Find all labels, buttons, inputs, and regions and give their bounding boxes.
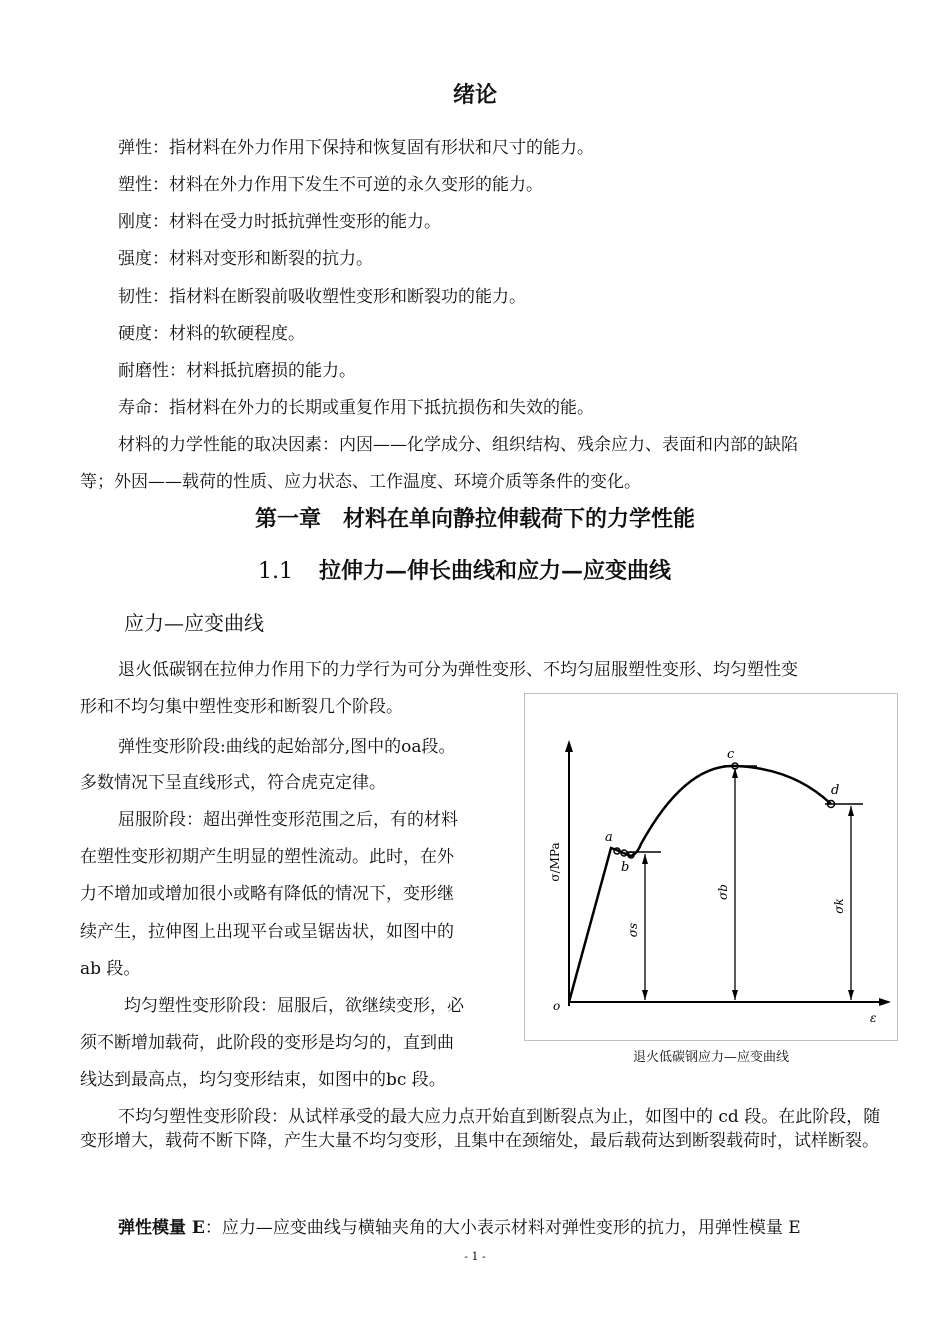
sigma-b-arrow-bottom xyxy=(732,990,738,1000)
yield-stage-line-5: ab 段。 xyxy=(80,959,141,979)
modulus-term: 弹性模量 E xyxy=(118,1218,205,1238)
definition-wear-resistance: 耐磨性：材料抵抗磨损的能力。 xyxy=(118,361,356,381)
point-d-label: d xyxy=(831,783,840,798)
definition-plasticity: 塑性：材料在外力作用下发生不可逆的永久变形的能力。 xyxy=(118,175,543,195)
intro-line-2: 形和不均匀集中塑性变形和断裂几个阶段。 xyxy=(80,697,403,717)
sigma-k-label: σk xyxy=(832,898,846,914)
y-axis-arrow xyxy=(565,740,573,752)
page-title: 绪论 xyxy=(452,82,497,108)
modulus-text: ：应力—应变曲线与横轴夹角的大小表示材料对弹性变形的抗力，用弹性模量 E xyxy=(204,1218,801,1238)
definition-stiffness: 刚度：材料在受力时抵抗弹性变形的能力。 xyxy=(118,212,441,232)
chapter-title: 第一章 材料在单向静拉伸载荷下的力学性能 xyxy=(254,506,695,532)
definition-lifetime: 寿命：指材料在外力的长期或重复作用下抵抗损伤和失效的能。 xyxy=(118,398,594,418)
point-b-label: b xyxy=(621,860,630,875)
sigma-k-arrow-top xyxy=(848,806,854,816)
elastic-stage-line-2: 多数情况下呈直线形式，符合虎克定律。 xyxy=(80,773,386,793)
figure-caption: 退火低碳钢应力—应变曲线 xyxy=(632,1050,789,1065)
factors-paragraph-line-1: 材料的力学性能的取决因素：内因——化学成分、组织结构、残余应力、表面和内部的缺陷 xyxy=(118,435,798,455)
subsection-title: 应力—应变曲线 xyxy=(124,611,264,635)
page-number: - 1 - xyxy=(464,1250,486,1263)
section-title: 拉伸力—伸长曲线和应力—应变曲线 xyxy=(319,558,672,584)
definition-hardness: 硬度：材料的软硬程度。 xyxy=(118,324,305,344)
sigma-s-arrow-top xyxy=(642,854,648,864)
stress-strain-curve xyxy=(569,766,831,1002)
definition-strength: 强度：材料对变形和断裂的抗力。 xyxy=(118,249,373,269)
nonuniform-stage-text: 不均匀塑性变形阶段：从试样承受的最大应力点开始直到断裂点为止，如图中的 cd 段。在此阶段，随变形增大，载荷不断下降，产生大量不均匀变形，且集中在颈缩处，最后载荷达到断裂载荷时，试样断裂。 xyxy=(80,1107,881,1151)
origin-label: o xyxy=(553,999,561,1013)
sigma-s-arrow-bottom xyxy=(642,990,648,1000)
intro-line-1: 退火低碳钢在拉伸力作用下的力学行为可分为弹性变形、不均匀屈服塑性变形、均匀塑性变 xyxy=(118,660,798,680)
definition-toughness: 韧性：指材料在断裂前吸收塑性变形和断裂功的能力。 xyxy=(118,287,526,307)
definition-elasticity: 弹性：指材料在外力作用下保持和恢复固有形状和尺寸的能力。 xyxy=(118,138,594,158)
y-axis-label: σ/MPa xyxy=(548,842,562,882)
elastic-stage-line-1: 弹性变形阶段:曲线的起始部分,图中的oa段。 xyxy=(118,737,456,757)
uniform-stage-line-1: 均匀塑性变形阶段：屈服后，欲继续变形，必 xyxy=(124,996,464,1016)
section-heading xyxy=(258,554,671,585)
factors-paragraph-line-2: 等；外因——载荷的性质、应力状态、工作温度、环境介质等条件的变化。 xyxy=(80,472,641,492)
section-number: 1.1 xyxy=(258,559,293,584)
yield-stage-line-1: 屈服阶段：超出弹性变形范围之后，有的材料 xyxy=(118,810,458,830)
stress-strain-diagram xyxy=(525,694,897,1040)
uniform-stage-line-2: 须不断增加载荷，此阶段的变形是均匀的，直到曲 xyxy=(80,1033,454,1053)
yield-stage-line-3: 力不增加或增加很小或略有降低的情况下，变形继 xyxy=(80,884,454,904)
nonuniform-stage-paragraph xyxy=(80,1105,882,1153)
yield-stage-line-4: 续产生，拉伸图上出现平台或呈锯齿状，如图中的 xyxy=(80,922,454,942)
uniform-stage-line-3: 线达到最高点，均匀变形结束，如图中的bc 段。 xyxy=(80,1070,446,1090)
point-c-label: c xyxy=(727,747,735,762)
sigma-b-arrow-top xyxy=(732,768,738,778)
x-axis-label: ε xyxy=(870,1011,877,1025)
yield-stage-line-2: 在塑性变形初期产生明显的塑性流动。此时，在外 xyxy=(80,847,454,867)
x-axis-arrow xyxy=(879,998,891,1006)
sigma-k-arrow-bottom xyxy=(848,990,854,1000)
sigma-b-label: σb xyxy=(716,884,730,900)
stress-strain-figure xyxy=(524,693,898,1041)
modulus-paragraph xyxy=(118,1216,801,1240)
point-a-label: a xyxy=(605,830,613,845)
sigma-s-label: σs xyxy=(626,922,640,938)
